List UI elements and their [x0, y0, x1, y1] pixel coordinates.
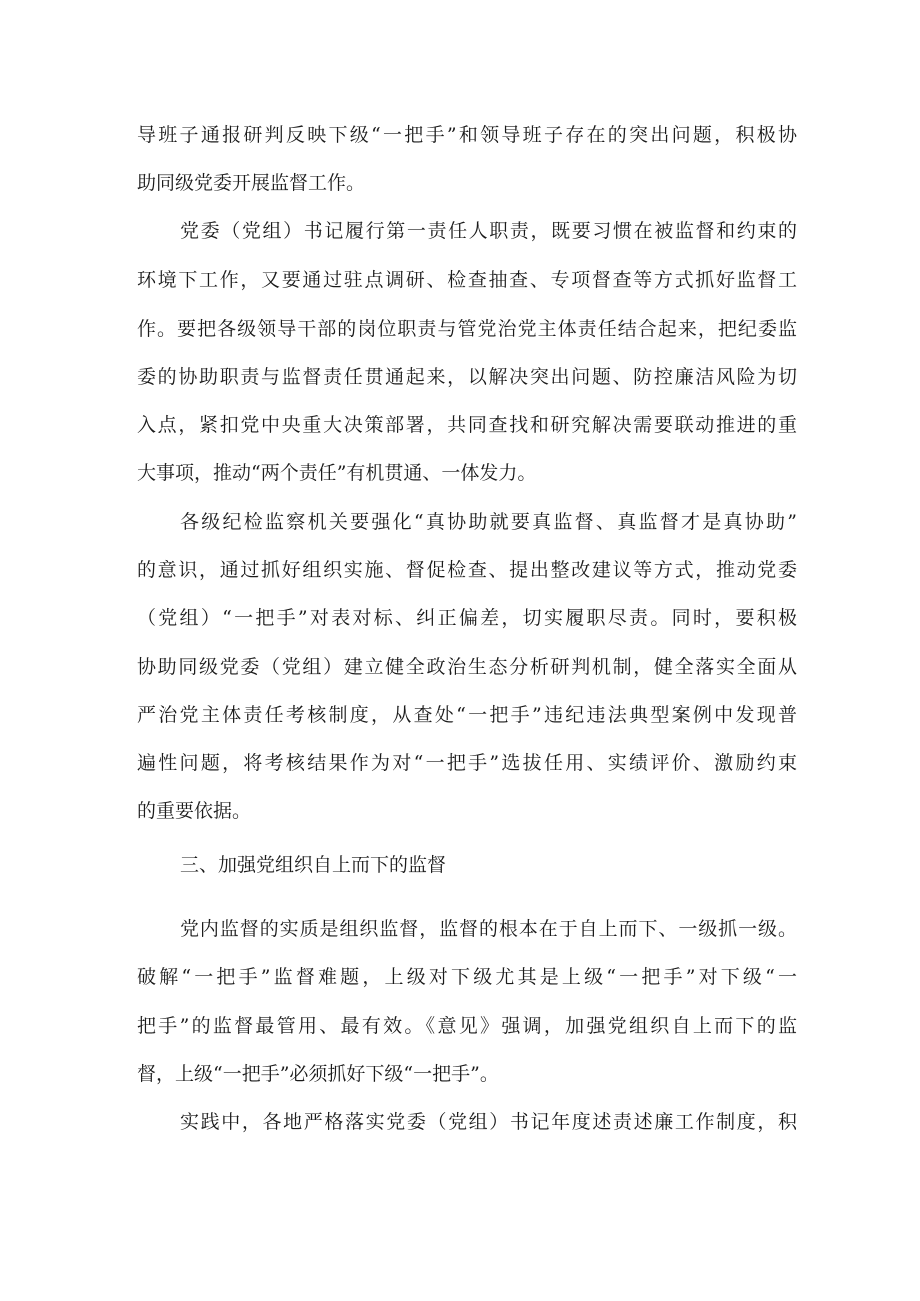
- paragraph-1-line-1: 导班子通报研判反映下级“一把手”和领导班子存在的突出问题，积极协: [137, 124, 797, 146]
- paragraph-2-line-6: 大事项，推动“两个责任”有机贯通、一体发力。: [137, 462, 537, 484]
- paragraph-3-line-2: 的意识，通过抓好组织实施、督促检查、提出整改建议等方式，推动党委: [137, 559, 797, 581]
- paragraph-2-line-5: 入点，紧扣党中央重大决策部署，共同查找和研究解决需要联动推进的重: [137, 414, 797, 436]
- paragraph-3-line-1: 各级纪检监察机关要强化“真协助就要真监督、真监督才是真协助”: [180, 511, 797, 533]
- paragraph-3-line-4: 协助同级党委（党组）建立健全政治生态分析研判机制，健全落实全面从: [137, 656, 797, 678]
- paragraph-4-line-2: 破解“一把手”监督难题，上级对下级尤其是上级“一把手”对下级“一: [137, 966, 797, 988]
- paragraph-1-line-2: 助同级党委开展监督工作。: [137, 172, 366, 194]
- paragraph-3-line-6: 遍性问题，将考核结果作为对“一把手”选拔任用、实绩评价、激励约束: [137, 752, 797, 774]
- paragraph-2-line-1: 党委（党组）书记履行第一责任人职责，既要习惯在被监督和约束的: [180, 220, 797, 242]
- paragraph-2-line-2: 环境下工作，又要通过驻点调研、检查抽查、专项督查等方式抓好监督工: [137, 269, 797, 291]
- paragraph-2-line-3: 作。要把各级领导干部的岗位职责与管党治党主体责任结合起来，把纪委监: [137, 318, 797, 340]
- paragraph-5-line-1: 实践中，各地严格落实党委（党组）书记年度述责述廉工作制度，积: [180, 1111, 797, 1133]
- paragraph-3-line-7: 的重要依据。: [137, 800, 252, 822]
- paragraph-2-line-4: 委的协助职责与监督责任贯通起来，以解决突出问题、防控廉洁风险为切: [137, 366, 797, 388]
- paragraph-4-line-3: 把手”的监督最管用、最有效。《意见》强调，加强党组织自上而下的监: [137, 1015, 797, 1037]
- paragraph-3-line-3: （党组）“一把手”对表对标、纠正偏差，切实履职尽责。同时，要积极: [137, 607, 797, 629]
- paragraph-4-line-4: 督，上级“一把手”必须抓好下级“一把手”。: [137, 1063, 499, 1085]
- paragraph-3-line-5: 严治党主体责任考核制度，从查处“一把手”违纪违法典型案例中发现普: [137, 704, 797, 726]
- section-heading: 三、加强党组织自上而下的监督: [180, 854, 447, 876]
- paragraph-4-line-1: 党内监督的实质是组织监督，监督的根本在于自上而下、一级抓一级。: [180, 918, 797, 940]
